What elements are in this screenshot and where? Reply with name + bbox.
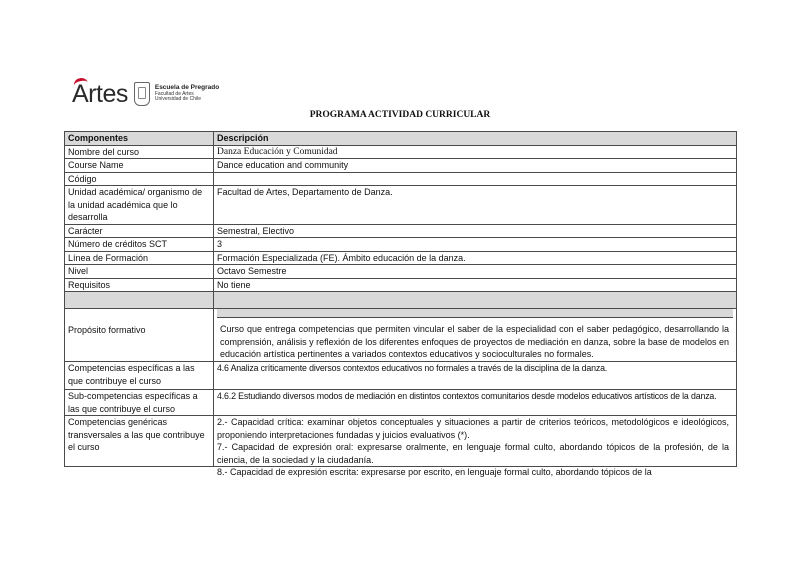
row-label-caracter: Carácter — [65, 224, 214, 238]
row-label-proposito: Propósito formativo — [65, 309, 214, 362]
row-value-linea: Formación Especializada (FE). Ámbito educación de la danza. — [214, 251, 737, 265]
table-row — [65, 278, 737, 292]
separator-cell — [65, 292, 214, 309]
row-label-genericas: Competencias genéricas transversales a las que contribuye el curso — [65, 416, 214, 467]
school-name — [155, 85, 219, 102]
separator-cell — [214, 292, 737, 309]
row-value-creditos: 3 — [214, 238, 737, 252]
row-value-competencias: 4.6 Analiza críticamente diversos contextos educativos no formales a través de la disciplina de la danza. — [214, 362, 737, 390]
table-header-row — [65, 132, 737, 146]
table-row — [65, 145, 737, 159]
school-line-2: Facultad de Artes — [154, 91, 194, 98]
row-label-nombre: Nombre del curso — [65, 145, 214, 159]
row-value-nivel: Octavo Semestre — [214, 265, 737, 279]
logo-wordmark: Artes — [72, 79, 128, 108]
table-row — [65, 172, 737, 186]
table-row — [65, 362, 737, 390]
table-row — [65, 390, 737, 416]
table-row — [65, 309, 737, 362]
row-label-requisitos: Requisitos — [65, 278, 214, 292]
list-item: 7.- Capacidad de expresión oral: expresarse oralmente, en lenguaje formal culto, abordando tópicos de la profesión, de la ciencia, de la sociedad y la ciudadanía. — [217, 442, 729, 465]
school-line-3: Universidad de Chile — [154, 96, 201, 103]
row-value-genericas — [214, 416, 737, 477]
header-componentes: Componentes — [65, 132, 214, 146]
table-row — [65, 224, 737, 238]
row-value-proposito: Curso que entrega competencias que permiten vincular el saber de la especialidad con el saber pedagógico, desarrollando la comprensión, análisis y reflexión de los diferentes enfoques de proyectos de mediación en danza, sobre la base de modelos en educación artística pertinentes a variados contextos educativos y socioculturales no formales. — [220, 324, 729, 359]
list-item: 2.- Capacidad crítica: examinar objetos conceptuales y situaciones a partir de criterios teóricos, metodológicos e ideológicos, proponiendo interpretaciones fundadas y juicios evaluativos (*). — [217, 417, 729, 440]
list-item: 8.- Capacidad de expresión escrita: expresarse por escrito, en lenguaje formal culto, abordando tópicos de la — [217, 467, 652, 477]
separator-row — [65, 292, 737, 309]
artes-logo — [72, 80, 219, 108]
university-crest-icon — [134, 82, 150, 106]
document-title: PROGRAMA ACTIVIDAD CURRICULAR — [309, 110, 491, 120]
school-line-1: Escuela de Pregrado — [154, 84, 220, 92]
row-label-unidad: Unidad académica/ organismo de la unidad académica que lo desarrolla — [65, 186, 214, 225]
table-row — [65, 159, 737, 173]
row-label-course-name: Course Name — [65, 159, 214, 173]
table-row — [65, 265, 737, 279]
row-value-course-name: Dance education and community — [214, 159, 737, 173]
row-value-nombre: Danza Educación y Comunidad — [214, 145, 737, 159]
row-value-unidad: Facultad de Artes, Departamento de Danza. — [214, 186, 737, 225]
row-label-linea: Línea de Formación — [65, 251, 214, 265]
row-value-caracter: Semestral, Electivo — [214, 224, 737, 238]
table-row — [65, 251, 737, 265]
row-value-subcompetencias: 4.6.2 Estudiando diversos modos de mediación en distintos contextos comunitarios desde modelos educativos artísticos de la danza. — [214, 390, 737, 416]
curriculum-table — [64, 131, 737, 477]
row-label-codigo: Código — [65, 172, 214, 186]
table-row — [65, 186, 737, 225]
table-row — [65, 416, 737, 467]
row-value-proposito-cell — [214, 309, 737, 362]
header-descripcion: Descripción — [214, 132, 737, 146]
row-value-requisitos: No tiene — [214, 278, 737, 292]
genericas-list — [217, 416, 733, 477]
row-label-nivel: Nivel — [65, 265, 214, 279]
row-label-competencias: Competencias específicas a las que contribuye el curso — [65, 362, 214, 390]
shaded-strip — [217, 309, 733, 318]
row-value-codigo — [214, 172, 737, 186]
row-label-creditos: Número de créditos SCT — [65, 238, 214, 252]
table-row — [65, 238, 737, 252]
row-label-subcompetencias: Sub-competencias específicas a las que contribuye el curso — [65, 390, 214, 416]
